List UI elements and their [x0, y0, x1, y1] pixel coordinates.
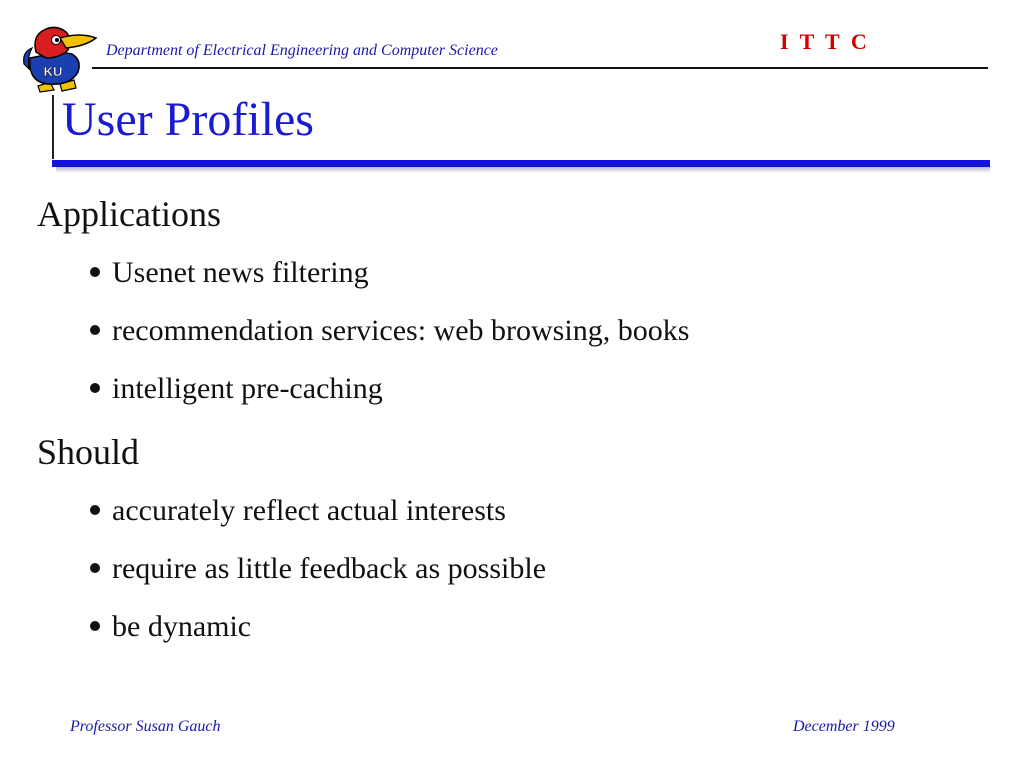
bullet-icon: [90, 383, 100, 393]
section-heading-applications: Applications: [37, 194, 221, 234]
section-heading-should: Should: [37, 432, 140, 472]
footer-author: Professor Susan Gauch: [70, 718, 221, 735]
list-item-text: be dynamic: [112, 610, 252, 643]
header-divider: [92, 67, 988, 69]
list-item-text: accurately reflect actual interests: [112, 494, 506, 527]
bullet-icon: [90, 325, 100, 335]
list-item: [90, 374, 383, 404]
list-item: [90, 258, 369, 288]
bullet-icon: [90, 505, 100, 515]
list-item: [90, 612, 251, 642]
title-side-rule: [52, 95, 54, 159]
title-underline-shadow: [56, 167, 990, 173]
list-item-text: recommendation services: web browsing, books: [112, 314, 690, 347]
list-item-text: intelligent pre-caching: [112, 372, 383, 405]
organization-name: I T T C: [780, 29, 870, 54]
slide-title: User Profiles: [62, 93, 314, 146]
list-item: [90, 554, 546, 584]
ku-jayhawk-logo: [20, 22, 102, 94]
bullet-icon: [90, 267, 100, 277]
title-underline: [52, 160, 990, 167]
bullet-icon: [90, 563, 100, 573]
list-item-text: Usenet news filtering: [112, 256, 369, 289]
list-item: [90, 496, 506, 526]
footer-date: December 1999: [793, 718, 895, 735]
list-item-text: require as little feedback as possible: [112, 552, 547, 585]
department-name: Department of Electrical Engineering and Computer Science: [106, 42, 498, 59]
svg-text:KU: KU: [43, 64, 63, 79]
list-item: [90, 316, 689, 346]
bullet-icon: [90, 621, 100, 631]
